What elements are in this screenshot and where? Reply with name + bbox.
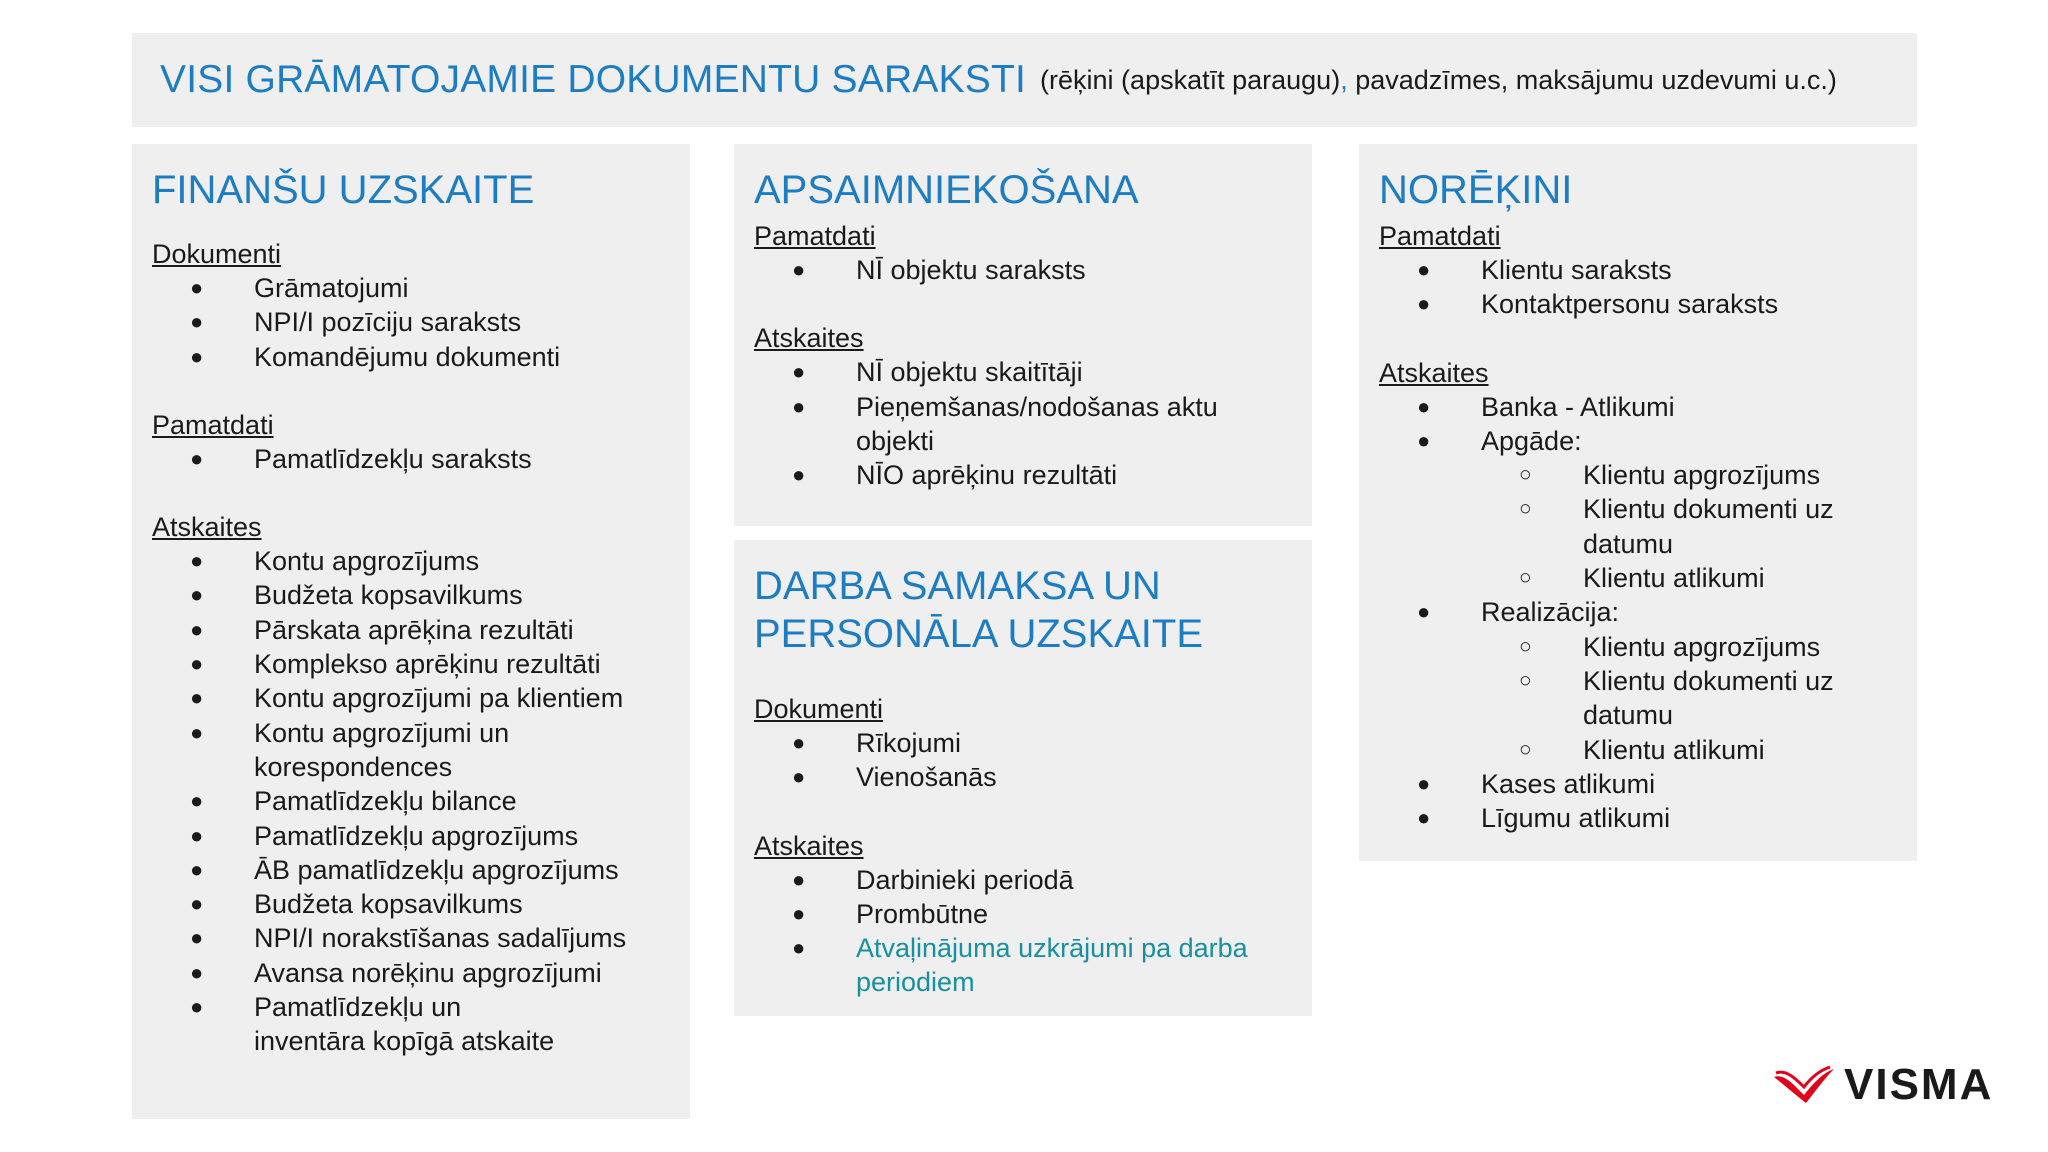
subtitle-comma: , — [1340, 64, 1348, 95]
list-item — [754, 863, 1292, 897]
item-label: Klientu apgrozījums — [1583, 631, 1821, 662]
item-label: ĀB pamatlīdzekļu apgrozījums — [254, 854, 619, 885]
item-label: Klientu saraksts — [1481, 255, 1672, 285]
section-pamatdati[interactable]: Pamatdati — [1379, 221, 1501, 251]
list-item — [152, 271, 670, 305]
sub-list-item — [1379, 630, 1897, 664]
item-label: Pamatlīdzekļu bilance — [254, 786, 517, 817]
list-item — [152, 442, 670, 476]
bullet-icon: ● — [792, 900, 806, 926]
list-darba-dokumenti — [754, 726, 1292, 795]
item-label: Līgumu atlikumi — [1481, 803, 1671, 834]
list-darba-atskaites — [754, 863, 1292, 1000]
item-label: Klientu atlikumi — [1583, 734, 1765, 765]
bullet-icon: ● — [190, 309, 204, 335]
bullet-icon: ● — [1417, 770, 1431, 796]
item-label: Vienošanās — [856, 762, 997, 793]
sub-list-item — [1379, 664, 1897, 733]
bullet-icon: ● — [190, 856, 204, 882]
bullet-icon: ● — [190, 651, 204, 677]
bullet-icon: ● — [1417, 805, 1431, 831]
item-label: Klientu dokumenti uz datumu — [1583, 665, 1834, 731]
section-atskaites[interactable]: Atskaites — [1379, 357, 1489, 388]
list-item — [152, 716, 670, 785]
item-label: Banka - Atlikumi — [1481, 391, 1675, 422]
item-label: Realizācija: — [1481, 597, 1620, 628]
item-label: NĪO aprēķinu rezultāti — [856, 460, 1118, 491]
bullet-icon: ● — [190, 788, 204, 814]
list-item — [754, 390, 1292, 459]
section-dokumenti[interactable]: Dokumenti — [152, 239, 282, 269]
bullet-icon: ● — [190, 343, 204, 369]
list-item — [1379, 287, 1897, 321]
item-label: Kontaktpersonu saraksts — [1481, 289, 1779, 320]
bullet-icon: ● — [792, 359, 806, 385]
list-finansu-atskaites — [152, 544, 670, 1058]
item-label: Kases atlikumi — [1481, 768, 1656, 799]
list-item — [754, 253, 1292, 287]
panel-title-norekini: NORĒĶINI — [1379, 168, 1573, 212]
list-apsaim-atskaites — [754, 355, 1292, 492]
panel-apsaimniekosana — [734, 144, 1312, 526]
item-label: Pamatlīdzekļu apgrozījums — [254, 820, 579, 851]
bullet-icon: ● — [1417, 427, 1431, 453]
item-label: Avansa norēķinu apgrozījumi — [254, 957, 602, 988]
item-label: Kontu apgrozījums — [254, 546, 480, 577]
list-item-apgade — [1379, 424, 1897, 595]
bullet-icon: ● — [190, 719, 204, 745]
item-label: Klientu apgrozījums — [1583, 460, 1821, 491]
page-title: VISI GRĀMATOJAMIE DOKUMENTU SARAKSTI — [160, 58, 1027, 101]
item-label: Pieņemšanas/nodošanas aktu objekti — [856, 391, 1218, 456]
item-label: Prombūtne — [856, 898, 989, 929]
list-noreki-atskaites — [1379, 390, 1897, 836]
list-item — [152, 340, 670, 374]
bullet-icon: ● — [1417, 291, 1431, 317]
hollow-bullet-icon: ○ — [1519, 668, 1532, 692]
item-label: Komandējumu dokumenti — [254, 341, 561, 372]
panel-finansu-uzskaite — [132, 144, 690, 1119]
hollow-bullet-icon: ○ — [1519, 497, 1532, 521]
visma-wordmark: VISMA — [1844, 1060, 1994, 1109]
sublist-apgade — [1481, 458, 1897, 595]
bullet-icon: ● — [792, 730, 806, 755]
bullet-icon: ● — [190, 891, 204, 917]
bullet-icon: ● — [190, 582, 204, 608]
item-label: Klientu dokumenti uz datumu — [1583, 494, 1834, 559]
item-label: NPI/I pozīciju saraksts — [254, 307, 522, 338]
item-label: Komplekso aprēķinu rezultāti — [254, 649, 601, 680]
list-item — [1379, 253, 1897, 287]
subtitle-part-b: pavadzīmes, maksājumu uzdevumi u.c.) — [1347, 64, 1837, 95]
item-label: NĪ objektu skaitītāji — [856, 357, 1083, 388]
sublist-realizacija — [1481, 630, 1897, 767]
hollow-bullet-icon: ○ — [1519, 463, 1532, 487]
list-item — [754, 931, 1292, 1000]
bullet-icon: ● — [1417, 393, 1431, 419]
item-label: Kontu apgrozījumi un korespondences — [254, 717, 510, 782]
list-item — [152, 305, 670, 339]
page-subtitle — [1040, 65, 1837, 96]
section-atskaites[interactable]: Atskaites — [754, 830, 864, 861]
bullet-icon: ● — [190, 994, 204, 1020]
list-apsaim-pamatdati — [754, 253, 1292, 287]
list-item — [152, 647, 670, 681]
item-label: Apgāde: — [1481, 425, 1582, 456]
section-pamatdati[interactable]: Pamatdati — [754, 221, 876, 251]
header-banner — [132, 33, 1917, 127]
item-label: Pārskata aprēķina rezultāti — [254, 614, 574, 645]
hollow-bullet-icon: ○ — [1519, 566, 1532, 590]
list-item — [152, 921, 670, 955]
item-label: Grāmatojumi — [254, 273, 409, 303]
bullet-icon: ● — [1417, 599, 1431, 625]
bullet-icon: ● — [792, 257, 806, 282]
sub-list-item — [1379, 561, 1897, 595]
item-label: Darbinieki periodā — [856, 864, 1074, 895]
panel-title-apsaimniekosana: APSAIMNIEKOŠANA — [754, 168, 1139, 212]
item-label: Pamatlīdzekļu saraksts — [254, 443, 532, 474]
list-item — [152, 819, 670, 853]
bullet-icon: ● — [792, 866, 806, 892]
section-dokumenti[interactable]: Dokumenti — [754, 694, 884, 724]
bullet-icon: ● — [190, 685, 204, 711]
bullet-icon: ● — [190, 822, 204, 848]
section-pamatdati[interactable]: Pamatdati — [152, 409, 274, 440]
bullet-icon: ● — [792, 764, 806, 790]
item-label: Pamatlīdzekļu un inventāra kopīgā atskaite — [254, 992, 555, 1057]
bullet-icon: ● — [190, 445, 204, 471]
list-item — [152, 990, 670, 1059]
item-label: NĪ objektu saraksts — [856, 255, 1086, 285]
hollow-bullet-icon: ○ — [1519, 737, 1532, 761]
list-item — [1379, 390, 1897, 424]
list-item — [152, 956, 670, 990]
bullet-icon: ● — [1417, 257, 1431, 282]
item-label: Klientu atlikumi — [1583, 563, 1765, 594]
list-item — [152, 544, 670, 578]
bullet-icon: ● — [190, 959, 204, 985]
list-item — [1379, 801, 1897, 835]
bullet-icon: ● — [792, 393, 806, 419]
sub-list-item — [1379, 733, 1897, 767]
list-finansu-pamatdati — [152, 442, 670, 476]
sub-list-item — [1379, 458, 1897, 492]
list-item — [754, 458, 1292, 492]
item-label: Budžeta kopsavilkums — [254, 580, 523, 611]
list-item — [754, 726, 1292, 760]
bullet-icon: ● — [190, 616, 204, 642]
subtitle-part-a: (rēķini (apskatīt paraugu) — [1040, 64, 1341, 95]
list-item — [152, 578, 670, 612]
panel-title-darba-samaksa: DARBA SAMAKSA UN PERSONĀLA UZSKAITE — [754, 564, 1204, 656]
list-item — [754, 897, 1292, 931]
visma-swoosh-icon — [1772, 1065, 1836, 1105]
list-item — [152, 613, 670, 647]
hollow-bullet-icon: ○ — [1519, 634, 1532, 658]
bullet-icon: ● — [190, 548, 204, 574]
list-item — [152, 784, 670, 818]
panel-title-finansu: FINANŠU UZSKAITE — [152, 168, 535, 212]
section-atskaites[interactable]: Atskaites — [754, 323, 864, 354]
section-atskaites[interactable]: Atskaites — [152, 512, 262, 543]
panel-darba-samaksa — [734, 540, 1312, 1016]
bullet-icon: ● — [792, 462, 806, 488]
bullet-icon: ● — [190, 275, 204, 300]
bullet-icon: ● — [190, 925, 204, 951]
item-label: NPI/I norakstīšanas sadalījums — [254, 923, 627, 954]
item-label: Kontu apgrozījumi pa klientiem — [254, 683, 624, 714]
item-label: Rīkojumi — [856, 728, 962, 758]
sub-list-item — [1379, 492, 1897, 561]
list-noreki-pamatdati — [1379, 253, 1897, 322]
panel-norekini — [1359, 144, 1917, 861]
list-finansu-dokumenti — [152, 271, 670, 374]
list-item — [1379, 767, 1897, 801]
list-item — [754, 355, 1292, 389]
list-item — [152, 853, 670, 887]
list-item — [152, 681, 670, 715]
item-label: Budžeta kopsavilkums — [254, 889, 523, 920]
bullet-icon: ● — [792, 935, 806, 961]
list-item-realizacija — [1379, 595, 1897, 766]
list-item — [152, 887, 670, 921]
list-item — [754, 760, 1292, 794]
visma-logo — [1772, 1060, 1993, 1110]
atvalinajuma-link[interactable]: Atvaļinājuma uzkrājumi pa darba periodiem — [856, 933, 1248, 998]
